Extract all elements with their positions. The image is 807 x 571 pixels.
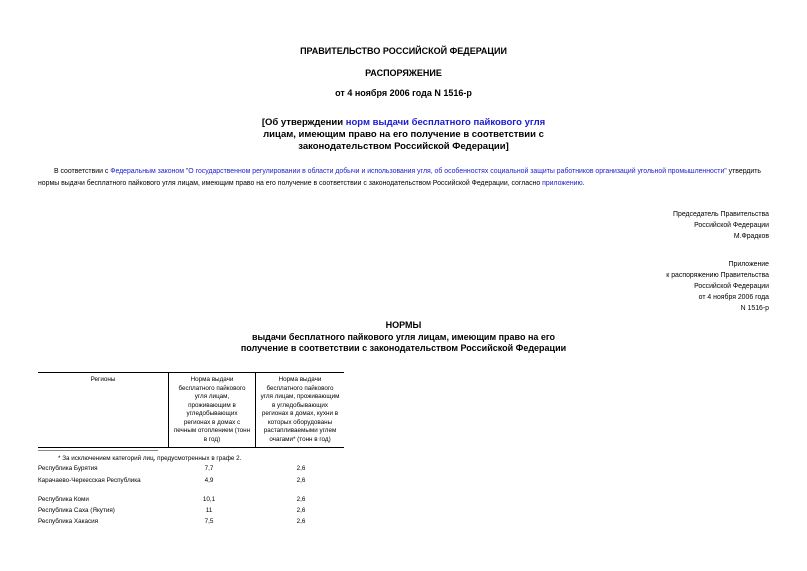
norms-table [38, 372, 344, 448]
norms-title-line-2: выдачи бесплатного пайкового угля лицам, имеющим право на его [251, 331, 556, 342]
body-text-2: утвердить нормы выдачи бесплатного пайкового угля лицам, имеющим право на его получение в соответствии с законодательством Российской Федерации, согласно [38, 168, 761, 187]
stove-norm: 11 [205, 507, 213, 514]
region-name: Республика Саха (Якутия) [38, 507, 115, 514]
subject-link[interactable]: норм выдачи бесплатного пайкового угля [345, 117, 546, 128]
subject-line-3: законодательством Российской Федерации] [298, 141, 509, 152]
hearth-norm: 2,6 [296, 518, 306, 525]
signature-line-1: Председатель Правительства [673, 211, 769, 218]
hearth-norm: 2,6 [296, 477, 306, 484]
appendix-link[interactable]: приложению [542, 180, 583, 187]
norms-title [0, 320, 807, 355]
header-coal-hearth: Норма выдачи бесплатного пайкового угля лицам, проживающим в угледобывающих регионах в домах, кухни в которых оборудованы растапливаемыми углем очагами* (тонн в год) [256, 373, 345, 448]
hearth-norm: 2,6 [296, 496, 306, 503]
body-text-3: . [582, 180, 585, 187]
subject-prefix: [Об утверждении [261, 117, 346, 128]
header-stove-heating: Норма выдачи бесплатного пайкового угля лицам, проживающим в угледобывающих регионах в домах с печным отоплением (тонн в год) [169, 373, 256, 448]
federal-law-link[interactable]: Федеральным законом "О государственном регулировании в области добычи и использования угля, об особенностях социальной защиты работников организаций угольной промышленности" [110, 168, 727, 175]
footnote-divider [38, 450, 158, 451]
document-date: от 4 ноября 2006 года N 1516-р [335, 88, 472, 98]
appendix-line-2: к распоряжению Правительства [666, 272, 769, 279]
region-name: Республика Бурятия [38, 465, 98, 472]
signature-line-2: Российской Федерации [694, 222, 769, 229]
region-name: Республика Коми [38, 496, 89, 503]
table-row [38, 477, 358, 487]
body-text-1: В соответствии с [54, 168, 111, 175]
signature-block [673, 209, 769, 242]
appendix-line-5: N 1516-р [740, 305, 769, 312]
appendix-block [666, 259, 769, 314]
table-header-row [38, 373, 344, 448]
table-row [38, 465, 358, 475]
norms-title-line-1: НОРМЫ [385, 320, 422, 330]
hearth-norm: 2,6 [296, 465, 306, 472]
norms-title-line-3: получение в соответствии с законодательством Российской Федерации [240, 343, 567, 353]
subject-line-2: лицам, имеющим право на его получение в соответствии с [263, 129, 544, 140]
stove-norm: 4,9 [204, 477, 214, 484]
table-row [38, 518, 358, 528]
appendix-line-3: Российской Федерации [694, 283, 769, 290]
stove-norm: 10,1 [202, 496, 216, 503]
appendix-line-4: от 4 ноября 2006 года [698, 294, 769, 301]
footnote: * За исключением категорий лиц, предусмотренных в графе 2. [58, 455, 242, 462]
body-paragraph [38, 166, 770, 190]
table-row [38, 507, 358, 517]
document-subject [0, 117, 807, 153]
document-type: РАСПОРЯЖЕНИЕ [365, 68, 442, 78]
table-row [38, 496, 358, 506]
stove-norm: 7,5 [204, 518, 214, 525]
header-regions: Регионы [38, 373, 169, 448]
hearth-norm: 2,6 [296, 507, 306, 514]
region-name: Республика Хакасия [38, 518, 99, 525]
signature-line-3: М.Фрадков [733, 233, 769, 240]
region-name: Карачаево-Черкесская Республика [38, 477, 141, 484]
stove-norm: 7,7 [204, 465, 214, 472]
government-title: ПРАВИТЕЛЬСТВО РОССИЙСКОЙ ФЕДЕРАЦИИ [300, 46, 507, 56]
appendix-line-1: Приложение [728, 261, 769, 268]
